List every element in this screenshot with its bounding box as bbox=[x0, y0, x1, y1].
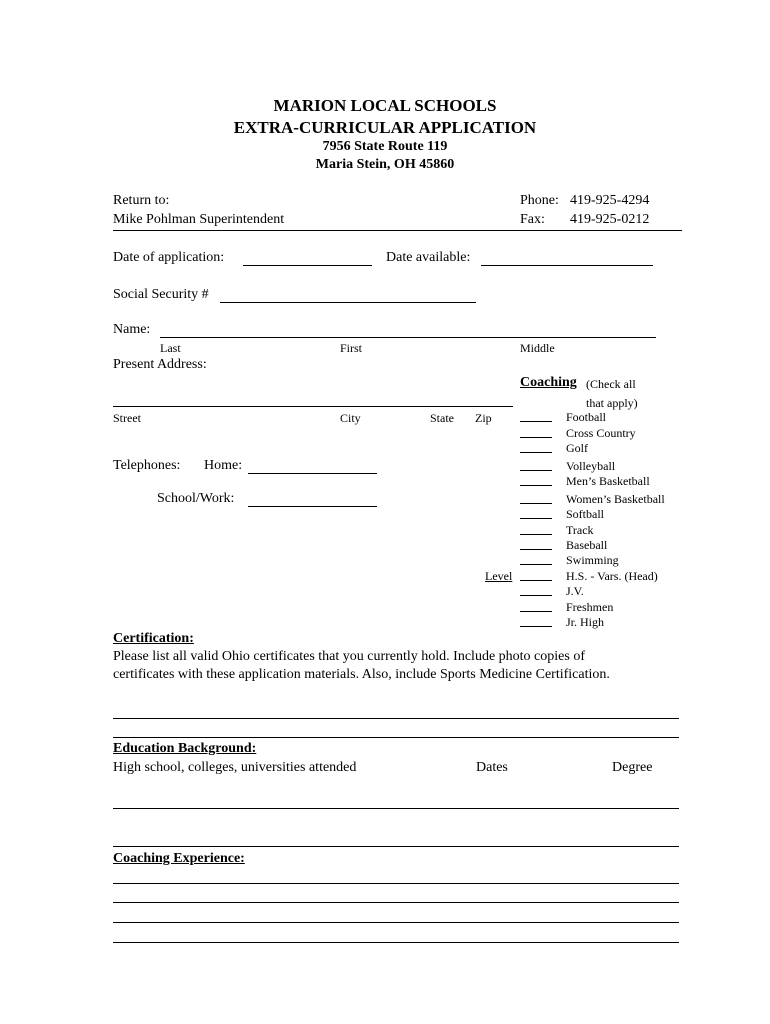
coaching-sport-row bbox=[520, 523, 680, 539]
form-title: EXTRA-CURRICULAR APPLICATION bbox=[233, 118, 537, 137]
coaching-sport-label: Women’s Basketball bbox=[566, 492, 665, 506]
coaching-sport-label: Golf bbox=[566, 441, 588, 455]
coaching-sport-label: Swimming bbox=[566, 553, 619, 567]
coaching-sport-check-blank[interactable] bbox=[520, 518, 552, 519]
coaching-sport-label: Softball bbox=[566, 507, 604, 521]
coaching-level-label: Jr. High bbox=[566, 615, 605, 629]
coaching-sport-row bbox=[520, 538, 680, 554]
coaching-sport-check-blank[interactable] bbox=[520, 549, 552, 550]
coaching-level-row bbox=[520, 600, 680, 616]
experience-line-4[interactable] bbox=[113, 942, 679, 943]
coaching-sport-row bbox=[520, 492, 680, 508]
coaching-sport-check-blank[interactable] bbox=[520, 437, 552, 438]
name-label: Name: bbox=[113, 322, 151, 337]
coaching-sport-check-blank[interactable] bbox=[520, 452, 552, 453]
coaching-sport-label: Men’s Basketball bbox=[566, 474, 650, 488]
home-phone-label: Home: bbox=[204, 458, 243, 473]
coaching-sport-label: Football bbox=[566, 410, 607, 424]
experience-line-2[interactable] bbox=[113, 902, 679, 903]
coaching-level-row bbox=[520, 615, 680, 631]
ssn-label: Social Security # bbox=[113, 287, 209, 302]
coaching-sport-label: Baseball bbox=[566, 538, 608, 552]
fax-label: Fax: bbox=[520, 212, 545, 227]
date-available-field[interactable] bbox=[481, 265, 653, 266]
name-first-caption: First bbox=[340, 341, 363, 355]
certification-line-1[interactable] bbox=[113, 718, 679, 719]
coaching-sport-row bbox=[520, 459, 680, 475]
name-field[interactable] bbox=[160, 337, 656, 338]
coaching-sport-check-blank[interactable] bbox=[520, 503, 552, 504]
coaching-title: Coaching bbox=[520, 375, 577, 390]
school-address-line2: Maria Stein, OH 45860 bbox=[315, 157, 455, 172]
education-title: Education Background: bbox=[113, 741, 257, 756]
education-line-1[interactable] bbox=[113, 808, 679, 809]
school-address-line1: 7956 State Route 119 bbox=[322, 139, 448, 154]
coaching-sport-label: Track bbox=[566, 523, 594, 537]
phone-number: 419-925-4294 bbox=[570, 193, 650, 208]
education-col-degree: Degree bbox=[612, 760, 653, 775]
coaching-level-check-blank[interactable] bbox=[520, 595, 552, 596]
coaching-sport-row bbox=[520, 474, 680, 490]
coaching-sport-row bbox=[520, 507, 680, 523]
certification-text-line1: Please list all valid Ohio certificates that you currently hold. Include photo copies of bbox=[113, 649, 585, 664]
coaching-note-line2: that apply) bbox=[586, 396, 638, 410]
ssn-field[interactable] bbox=[220, 302, 476, 303]
certification-text-line2: certificates with these application materials. Also, include Sports Medicine Certification. bbox=[113, 667, 610, 682]
coaching-sport-check-blank[interactable] bbox=[520, 564, 552, 565]
state-caption: State bbox=[430, 411, 454, 425]
coaching-level-label: H.S. - Vars. (Head) bbox=[566, 569, 658, 583]
telephones-label: Telephones: bbox=[113, 458, 181, 473]
education-col-dates: Dates bbox=[476, 760, 508, 775]
name-middle-caption: Middle bbox=[520, 341, 555, 355]
certification-line-2[interactable] bbox=[113, 737, 679, 738]
coaching-sport-check-blank[interactable] bbox=[520, 470, 552, 471]
school-work-phone-label: School/Work: bbox=[157, 491, 235, 506]
date-of-application-field[interactable] bbox=[243, 265, 372, 266]
header-divider bbox=[113, 230, 682, 231]
education-line-2[interactable] bbox=[113, 846, 679, 847]
city-caption: City bbox=[340, 411, 361, 425]
coaching-sport-row bbox=[520, 426, 680, 442]
coaching-sport-check-blank[interactable] bbox=[520, 485, 552, 486]
phone-label: Phone: bbox=[520, 193, 559, 208]
coaching-sport-row bbox=[520, 441, 680, 457]
coaching-sport-check-blank[interactable] bbox=[520, 534, 552, 535]
coaching-level-check-blank[interactable] bbox=[520, 626, 552, 627]
experience-line-1[interactable] bbox=[113, 883, 679, 884]
return-to-label: Return to: bbox=[113, 193, 170, 208]
coaching-level-row bbox=[520, 584, 680, 600]
present-address-label: Present Address: bbox=[113, 357, 207, 372]
name-last-caption: Last bbox=[160, 341, 181, 355]
education-col-schools: High school, colleges, universities attended bbox=[113, 760, 357, 775]
date-of-application-label: Date of application: bbox=[113, 250, 225, 265]
date-available-label: Date available: bbox=[386, 250, 471, 265]
coaching-sport-row bbox=[520, 553, 680, 569]
home-phone-field[interactable] bbox=[248, 473, 377, 474]
coaching-sport-label: Volleyball bbox=[566, 459, 616, 473]
coaching-level-check-blank[interactable] bbox=[520, 611, 552, 612]
coaching-note-line1: (Check all bbox=[586, 377, 636, 391]
coaching-sport-check-blank[interactable] bbox=[520, 421, 552, 422]
coaching-experience-title: Coaching Experience: bbox=[113, 851, 245, 866]
coaching-level-check-blank[interactable] bbox=[520, 580, 552, 581]
school-name: MARION LOCAL SCHOOLS bbox=[273, 96, 497, 115]
experience-line-3[interactable] bbox=[113, 922, 679, 923]
school-work-phone-field[interactable] bbox=[248, 506, 377, 507]
coaching-level-label: Freshmen bbox=[566, 600, 614, 614]
coaching-level-label: J.V. bbox=[566, 584, 584, 598]
zip-caption: Zip bbox=[475, 411, 492, 425]
street-caption: Street bbox=[113, 411, 141, 425]
coaching-sport-label: Cross Country bbox=[566, 426, 636, 440]
certification-title: Certification: bbox=[113, 631, 194, 646]
coaching-sport-row bbox=[520, 410, 680, 426]
coaching-level-row bbox=[520, 569, 680, 585]
fax-number: 419-925-0212 bbox=[570, 212, 650, 227]
level-label: Level bbox=[485, 569, 513, 583]
address-field[interactable] bbox=[113, 406, 513, 407]
return-to-name: Mike Pohlman Superintendent bbox=[113, 212, 285, 227]
